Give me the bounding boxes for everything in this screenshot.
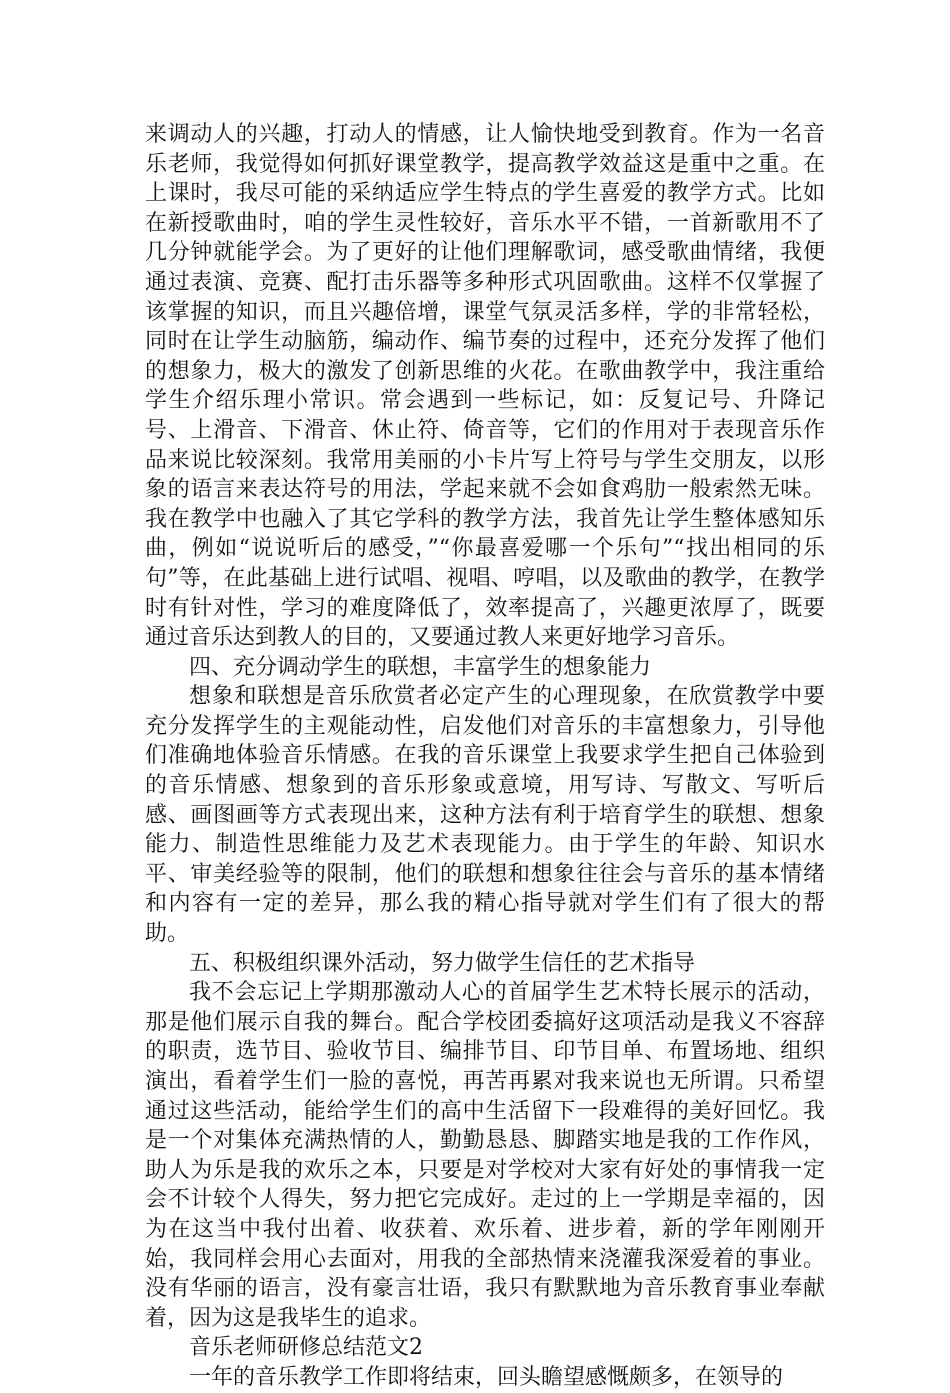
document-body bbox=[145, 120, 825, 1393]
body-paragraph-2: 想象和联想是音乐欣赏者必定产生的心理现象，在欣赏教学中要充分发挥学生的主观能动性，启发他们对音乐的丰富想象力，引导他们准确地体验音乐情感。在我的音乐课堂上我要求学生把自己体验到的音乐情感、想象到的音乐形象或意境，用写诗、写散文、写听后感、画图画等方式表现出来，这种方法有利于培育学生的联想、想象能力、制造性思维能力及艺术表现能力。由于学生的年龄、知识水平、审美经验等的限制，他们的联想和想象往往会与音乐的基本情绪和内容有一定的差异，那么我的精心指导就对学生们有了很大的帮助。 bbox=[145, 684, 825, 947]
section-heading-5: 五、积极组织课外活动，努力做学生信任的艺术指导 bbox=[189, 950, 696, 976]
body-paragraph-1: 来调动人的兴趣，打动人的情感，让人愉快地受到教育。作为一名音乐老师，我觉得如何抓好课堂教学，提高教学效益这是重中之重。在上课时，我尽可能的采纳适应学生特点的学生喜爱的教学方式。比如在新授歌曲时，咱的学生灵性较好，音乐水平不错，一首新歌用不了几分钟就能学会。为了更好的让他们理解歌词，感受歌曲情绪，我便通过表演、竞赛、配打击乐器等多种形式巩固歌曲。这样不仅掌握了该掌握的知识，而且兴趣倍增，课堂气氛灵活多样，学的非常轻松，同时在让学生动脑筋，编动作、编节奏的过程中，还充分发挥了他们的想象力，极大的激发了创新思维的火花。在歌曲教学中，我注重给学生介绍乐理小常识。常会遇到一些标记，如：反复记号、升降记号、上滑音、下滑音、休止符、倚音等，它们的作用对于表现音乐作品来说比较深刻。我常用美丽的小卡片写上符号与学生交朋友，以形象的语言来表达符号的用法，学起来就不会如食鸡肋一般索然无味。我在教学中也融入了其它学科的教学方法，我首先让学生整体感知乐曲，例如“说说听后的感受，”“你最喜爱哪一个乐句”“找出相同的乐句”等，在此基础上进行试唱、视唱、哼唱，以及歌曲的教学，在教学时有针对性，学习的难度降低了，效率提高了，兴趣更浓厚了，既要通过音乐达到教人的目的，又要通过教人来更好地学习音乐。 bbox=[145, 122, 825, 651]
article-title-2: 音乐老师研修总结范文2 bbox=[189, 1335, 423, 1361]
section-heading-4: 四、充分调动学生的联想，丰富学生的想象能力 bbox=[189, 654, 652, 680]
body-paragraph-4: 一年的音乐教学工作即将结束，回头瞻望感慨颇多，在领导的 bbox=[189, 1364, 784, 1390]
body-paragraph-3: 我不会忘记上学期那激动人心的首届学生艺术特长展示的活动，那是他们展示自我的舞台。配合学校团委搞好这项活动是我义不容辞的职责，选节目、验收节目、编排节目、印节目单、布置场地、组织演出，看着学生们一脸的喜悦，再苦再累对我来说也无所谓。只希望通过这些活动，能给学生们的高中生活留下一段难得的美好回忆。我是一个对集体充满热情的人，勤勤恳恳、脚踏实地是我的工作作风，助人为乐是我的欢乐之本，只要是对学校对大家有好处的事情我一定会不计较个人得失，努力把它完成好。走过的上一学期是幸福的，因为在这当中我付出着、收获着、欢乐着、进步着，新的学年刚刚开始，我同样会用心去面对，用我的全部热情来浇灌我深爱着的事业。没有华丽的语言，没有豪言壮语，我只有默默地为音乐教育事业奉献着，因为这是我毕生的追求。 bbox=[145, 980, 825, 1331]
